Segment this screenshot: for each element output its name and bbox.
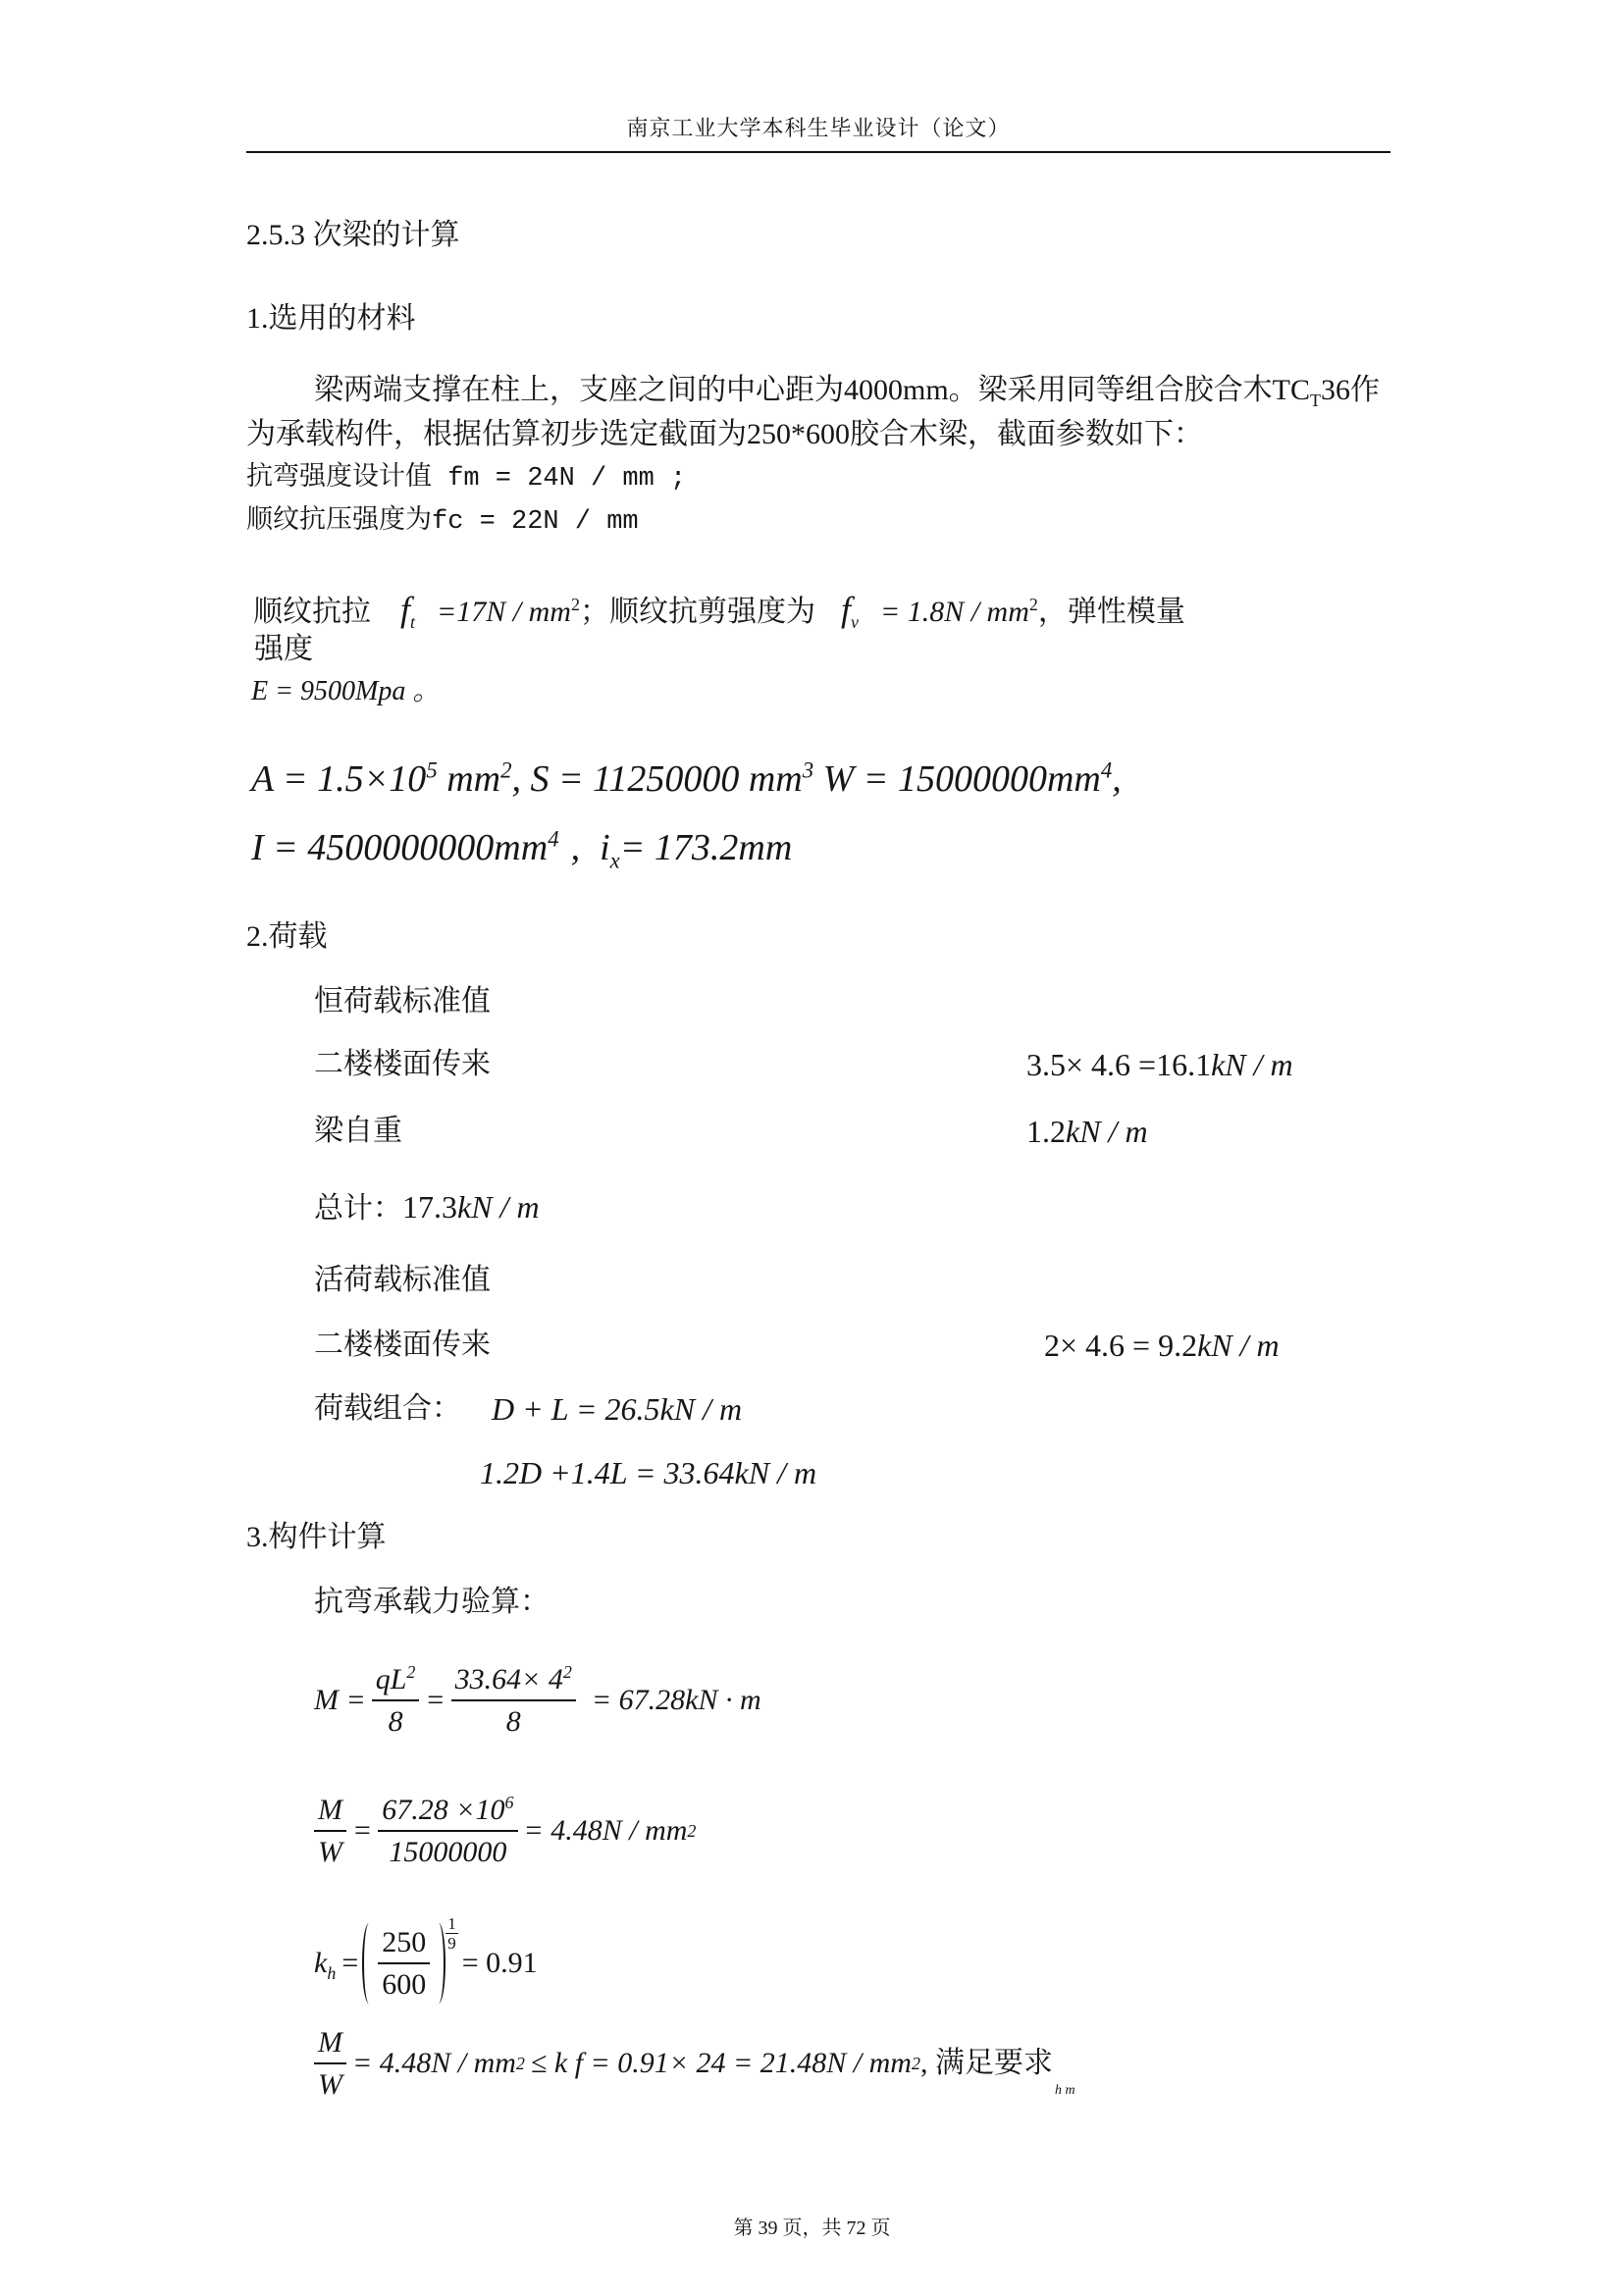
shear-label: ；顺纹抗剪强度为 (579, 596, 815, 628)
moment-f1-sup: 2 (406, 1661, 416, 1682)
kh-den: 600 (382, 1967, 427, 2001)
load-combo-label: 荷载组合： (314, 1392, 461, 1425)
dead-load-item-label: 梁自重 (314, 1115, 402, 1147)
dead-load-total (314, 1191, 540, 1224)
para-line1-sub: T (1310, 391, 1322, 410)
page-header-title: 南京工业大学本科生毕业设计（论文） (626, 116, 1011, 140)
radius-symbol: i (600, 827, 610, 868)
inertia-comma: , (570, 827, 581, 868)
tension-label: 顺纹抗拉 (253, 596, 371, 628)
stress-mw-fraction (314, 1793, 346, 1868)
kh-num: 250 (378, 1928, 430, 1964)
moment-lhs: M = (314, 1684, 366, 1716)
elastic-modulus: E = 9500Mpa 。 (251, 676, 441, 706)
inertia-i: I = 4500000000mm (251, 827, 549, 868)
check-part2: ≤ k f = 0.91× 24 = 21.48N / mm (530, 2047, 912, 2079)
inertia-line (251, 826, 793, 873)
radius-subscript: x (609, 848, 620, 873)
area-s: , S = 11250000 mm (511, 758, 803, 800)
bend-strength-line: 抗弯强度设计值 fm = 24N / mm ; (246, 464, 687, 494)
tension-shear-line (253, 590, 1185, 632)
right-paren (432, 1923, 445, 2004)
check-tail: h m (1054, 2083, 1075, 2098)
dead-load-total-unit: kN / m (457, 1189, 540, 1225)
dead-load-item-value-unit: kN / m (1211, 1047, 1293, 1082)
moment-fraction-2-numerator (451, 1661, 576, 1701)
moment-result: = 67.28kN · m (591, 1684, 761, 1716)
kh-fraction (378, 1925, 430, 2001)
stress-num: M (314, 1796, 346, 1832)
moment-f2-num: 33.64× 4 (454, 1662, 563, 1695)
para-line1-b: 36作 (1321, 374, 1381, 406)
moment-f2-sup: 2 (562, 1661, 572, 1682)
shear-symbol: f (840, 590, 851, 629)
live-load-item-label: 二楼楼面传来 (314, 1329, 491, 1361)
area-w: W = 15000000mm (813, 758, 1101, 800)
kh-result: = 0.91 (461, 1947, 538, 1979)
check-part1: = 4.48N / mm (352, 2047, 516, 2079)
moment-f2-den: 8 (505, 1704, 521, 1738)
shear-tail: ，弹性模量 (1037, 596, 1185, 628)
shear-value: = 1.8N / mm (879, 596, 1029, 628)
tension-symbol: f (400, 590, 411, 629)
kh-exp-num: 1 (447, 1914, 456, 1933)
check-den: W (318, 2067, 342, 2101)
compression-strength-line: 顺纹抗压强度为fc = 22N / mm (246, 507, 639, 537)
live-load-item-value-unit: kN / m (1197, 1328, 1280, 1363)
kh-symbol: k (314, 1947, 328, 1979)
page-footer: 第 39 页，共 72 页 (733, 2217, 891, 2239)
live-load-item-value-num: 2× 4.6 = 9.2 (1044, 1328, 1198, 1363)
kh-exp-den: 9 (447, 1934, 456, 1953)
moment-fraction-2 (451, 1661, 576, 1738)
stress-f-num: 67.28 ×10 (382, 1793, 505, 1826)
area-a: A = 1.5×10 (251, 758, 427, 800)
tension-sup: 2 (570, 595, 580, 614)
dead-load-item-label: 二楼楼面传来 (314, 1048, 491, 1080)
kh-exponent (445, 1915, 458, 1952)
area-a-sup: 5 (426, 757, 438, 783)
left-paren (362, 1923, 376, 2004)
stress-f-den: 15000000 (389, 1835, 507, 1868)
area-end: , (1112, 758, 1122, 800)
tension-subscript: t (410, 612, 416, 632)
strength-word: 强度 (254, 633, 313, 665)
stress-value-fraction (378, 1792, 517, 1868)
dead-load-item-value-num: 1.2 (1026, 1114, 1066, 1149)
area-s-sup: 3 (802, 757, 814, 783)
materials-paragraph-line1 (314, 374, 1381, 410)
load-combo-line2: 1.2D +1.4L = 33.64kN / m (480, 1455, 817, 1490)
check-part3: , 满足要求 (919, 2047, 1053, 2079)
moment-f1-den: 8 (388, 1704, 403, 1738)
inertia-i-sup: 4 (548, 826, 559, 852)
section-area-line (251, 757, 1122, 800)
stress-f-sup: 6 (504, 1792, 514, 1812)
kh-eq: = (341, 1947, 359, 1979)
calc-subheading: 抗弯承载力验算： (314, 1586, 550, 1618)
area-w-sup: 4 (1100, 757, 1113, 783)
section-heading: 2.5.3 次梁的计算 (246, 219, 460, 251)
dead-load-heading: 恒荷载标准值 (314, 985, 491, 1017)
moment-formula (314, 1656, 761, 1745)
header-rule (246, 151, 1390, 153)
dead-load-total-label: 总计： (314, 1192, 402, 1225)
live-load-item-value (1044, 1330, 1280, 1361)
kh-formula (314, 1914, 538, 2008)
materials-paragraph-line2: 为承载构件，根据估算初步选定截面为250*600胶合木梁，截面参数如下： (246, 418, 1203, 450)
dead-load-item-value-unit: kN / m (1066, 1114, 1148, 1149)
dead-load-item-value-num: 3.5× 4.6 =16.1 (1026, 1047, 1212, 1082)
shear-subscript: v (850, 612, 859, 632)
stress-result: = 4.48N / mm (523, 1814, 688, 1847)
stress-eq: = (352, 1814, 373, 1847)
moment-fraction-1-numerator (372, 1661, 420, 1701)
dead-load-total-num: 17.3 (402, 1189, 457, 1225)
stress-den: W (318, 1835, 342, 1868)
dead-load-item-value (1026, 1116, 1148, 1147)
load-combo-line1: D + L = 26.5kN / m (492, 1391, 743, 1427)
moment-fraction-1 (372, 1661, 420, 1738)
area-a-unit-sup: 2 (500, 757, 512, 783)
area-a-unit: mm (437, 758, 501, 800)
para-line1-a: 梁两端支撑在柱上，支座之间的中心距为4000mm。梁采用同等组合胶合木TC (314, 374, 1311, 406)
stress-formula: $\frac{M}{W}$ = $\frac{67.28 \times 10^6}{15000000}$ = 4.48N / mm 2 (314, 1787, 696, 1875)
materials-heading: 1.选用的材料 (246, 302, 416, 335)
check-formula: $\frac{M}{W}$ = 4.48N / mm 2 ≤ k f = 0.91× 24 = 21.48N / mm 2 , 满足要求 h m (314, 2019, 1075, 2108)
shear-sup: 2 (1028, 595, 1038, 614)
check-num: M (314, 2028, 346, 2064)
check-mw-fraction (314, 2025, 346, 2101)
moment-f1-num: qL (375, 1662, 407, 1695)
loads-heading: 2.荷载 (246, 920, 328, 953)
stress-value-numerator (378, 1792, 517, 1832)
live-load-heading: 活荷载标准值 (314, 1264, 491, 1296)
moment-eq: = (425, 1684, 445, 1716)
tension-value: =17N / mm (437, 596, 571, 628)
dead-load-item-value (1026, 1049, 1293, 1080)
radius-value: = 173.2mm (619, 827, 793, 868)
calc-heading: 3.构件计算 (246, 1521, 387, 1553)
kh-subscript: h (327, 1963, 337, 1983)
